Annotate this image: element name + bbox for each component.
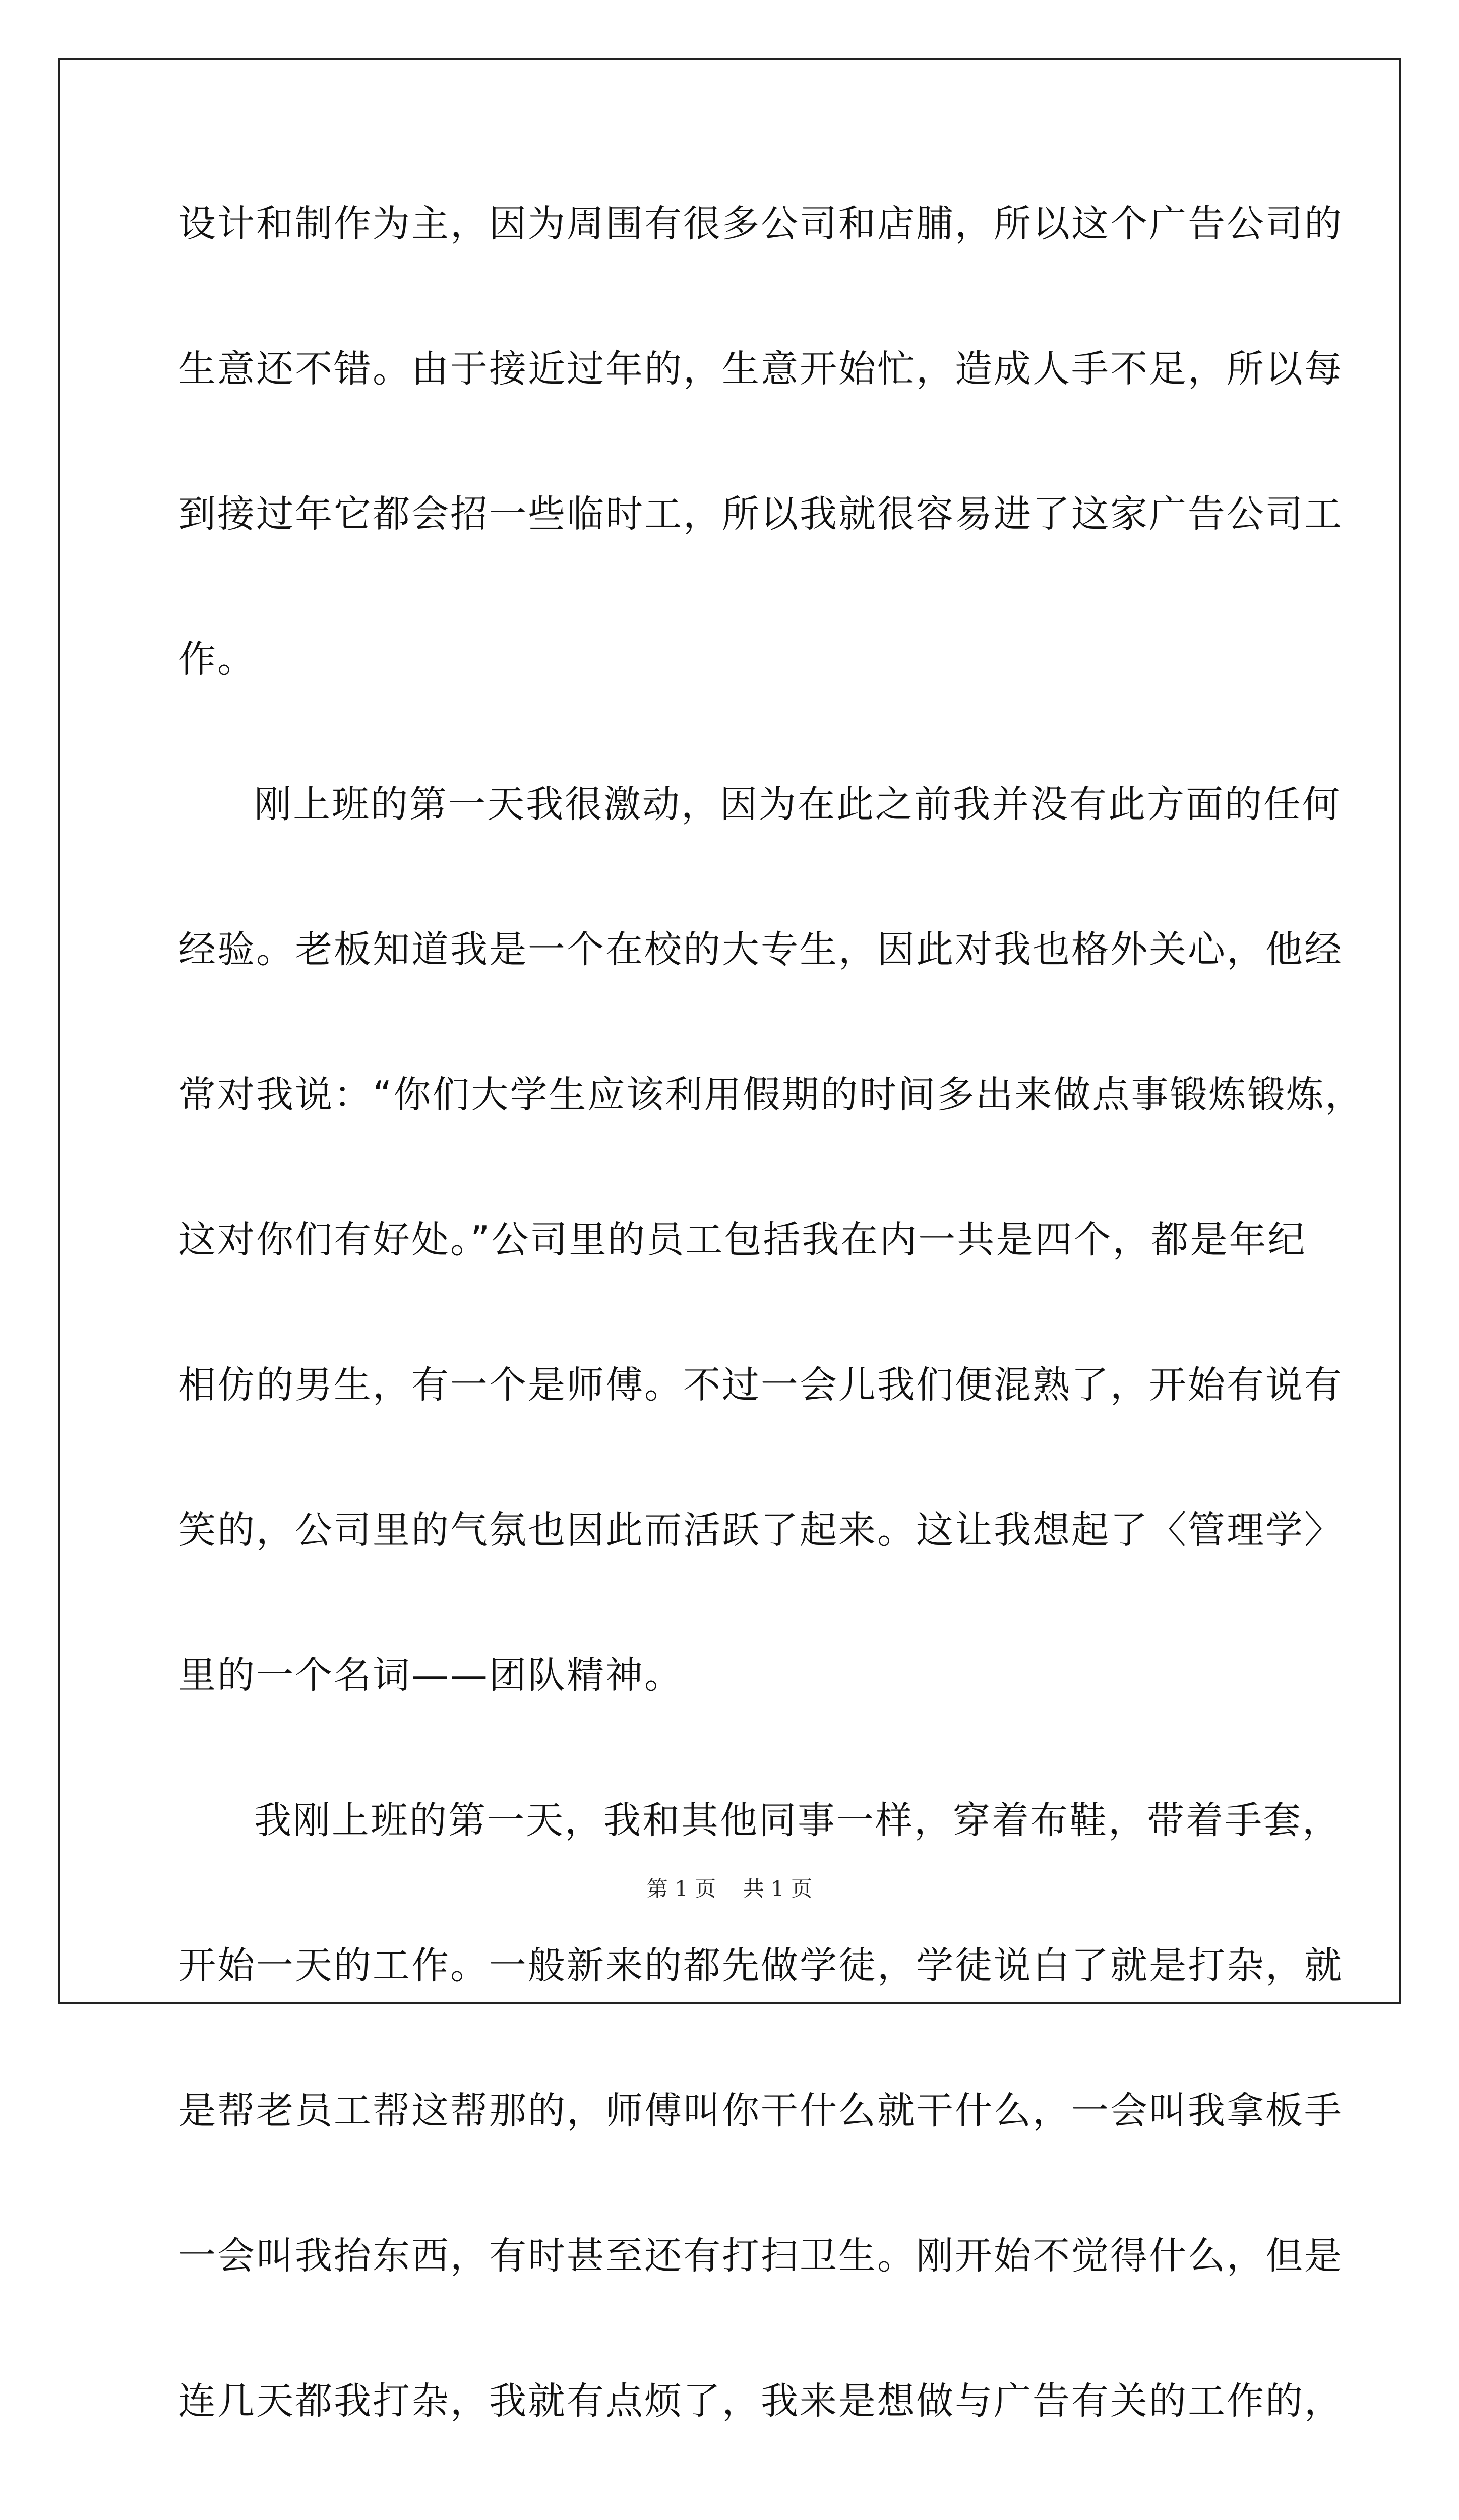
text-line: 笑的，公司里的气氛也因此而活跃了起来。这让我想起了〈管理学〉 xyxy=(178,1508,1343,1552)
text-line: 里的一个名词——团队精神。 xyxy=(178,1654,683,1697)
text-line xyxy=(178,2506,1293,2520)
text-line: 开始一天的工作。一般新来的都先做学徒，学徒说白了就是打杂，就 xyxy=(178,1944,1343,1987)
text-line: 常对我说：“你们大学生应该利用假期的时间多出来做点事锻炼锻炼， xyxy=(178,1073,1364,1116)
text-line: 相仿的男生，有一个是师傅。不过一会儿我们便混熟了，开始有说有 xyxy=(178,1363,1343,1407)
page-number-footer: 第 1 页 共 1 页 xyxy=(646,1876,813,1901)
text-line: 设计和制作为主，因为周围有很多公司和店脯，所以这个广告公司的 xyxy=(178,202,1343,245)
text-line: 经验。老板知道我是一个在校的大专生，因此对我也格外关心，他经 xyxy=(178,928,1343,971)
text-line: 连几天都我打杂，我就有点烦了，我来是想做与广告有关的工作的， xyxy=(178,2379,1343,2423)
paragraph-first-line: 我刚上班的第一天，我和其他同事一样，穿着布鞋，带着手套， xyxy=(254,1799,1341,1842)
paragraph-first-line: 刚上班的第一天我很激动，因为在此之前我并没有此方面的任何 xyxy=(254,783,1341,826)
text-line: 作。 xyxy=(178,638,256,681)
text-line: 这对你们有好处。”公司里的员工包括我在内一共是四个，都是年纪 xyxy=(178,1218,1307,1262)
document-body xyxy=(178,183,1364,2520)
text-line: 是帮老员工帮这帮那的，师傅叫你干什么就干什么，一会叫我拿板手 xyxy=(178,2089,1343,2132)
text-line: 生意还不错。由于接近过年的，生意开始忙，造成人手不足，所以每 xyxy=(178,347,1343,391)
text-line: 一会叫我抬东西，有时甚至还有打扫卫生。刚开始不觉得什么，但是 xyxy=(178,2234,1343,2278)
text-line: 到接过年它都会招一些临时工，所以我就很容易进了这家广告公司工 xyxy=(178,492,1343,536)
